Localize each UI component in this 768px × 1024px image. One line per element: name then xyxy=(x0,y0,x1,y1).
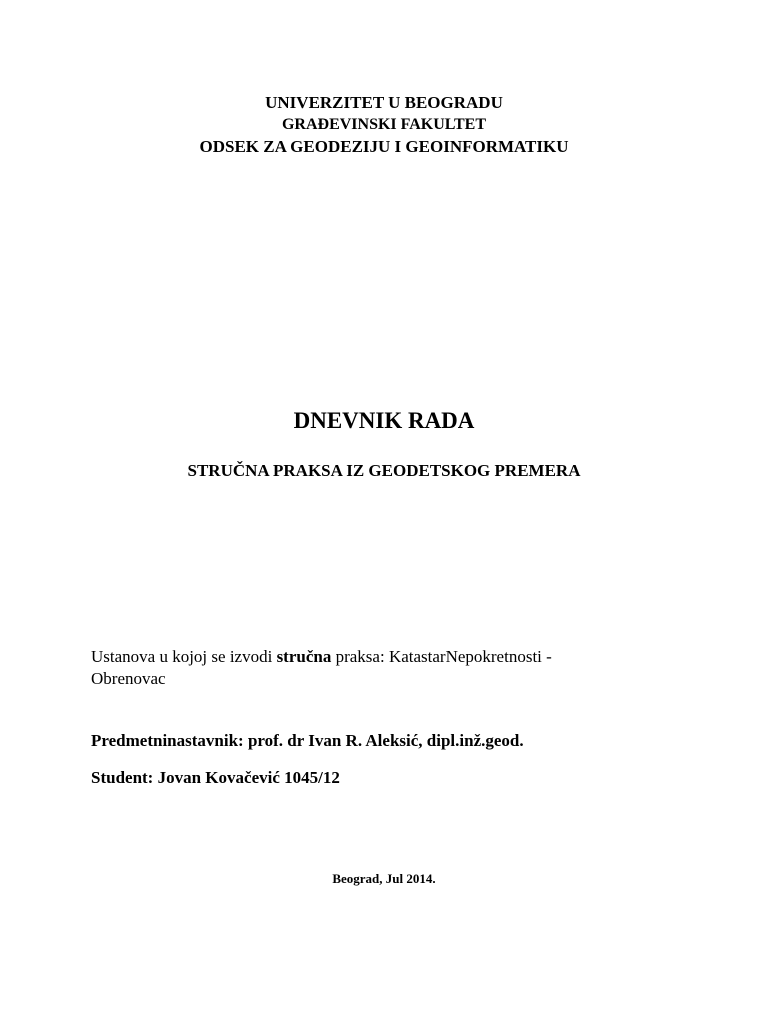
document-subtitle: STRUČNA PRAKSA IZ GEODETSKOG PREMERA xyxy=(187,461,581,480)
institution-header xyxy=(0,92,768,158)
practice-institution xyxy=(91,646,631,690)
university-name: UNIVERZITET U BEOGRADU xyxy=(265,93,503,112)
course-teacher: Predmetninastavnik: prof. dr Ivan R. Aleksić, dipl.inž.geod. xyxy=(91,731,524,750)
institution-label-strong: stručna xyxy=(276,647,332,666)
institution-label-part2: praksa: xyxy=(331,647,389,666)
document-title: DNEVNIK RADA xyxy=(293,408,475,433)
department-name: ODSEK ZA GEODEZIJU I GEOINFORMATIKU xyxy=(199,137,569,156)
student-info: Student: Jovan Kovačević 1045/12 xyxy=(91,768,340,787)
institution-value-line2: Obrenovac xyxy=(91,669,166,688)
faculty-name: GRAĐEVINSKI FAKULTET xyxy=(281,116,487,133)
place-and-date: Beograd, Jul 2014. xyxy=(332,871,436,886)
institution-label-part1: Ustanova u kojoj se izvodi xyxy=(91,647,277,666)
institution-value-line1: KatastarNepokretnosti - xyxy=(388,647,552,666)
